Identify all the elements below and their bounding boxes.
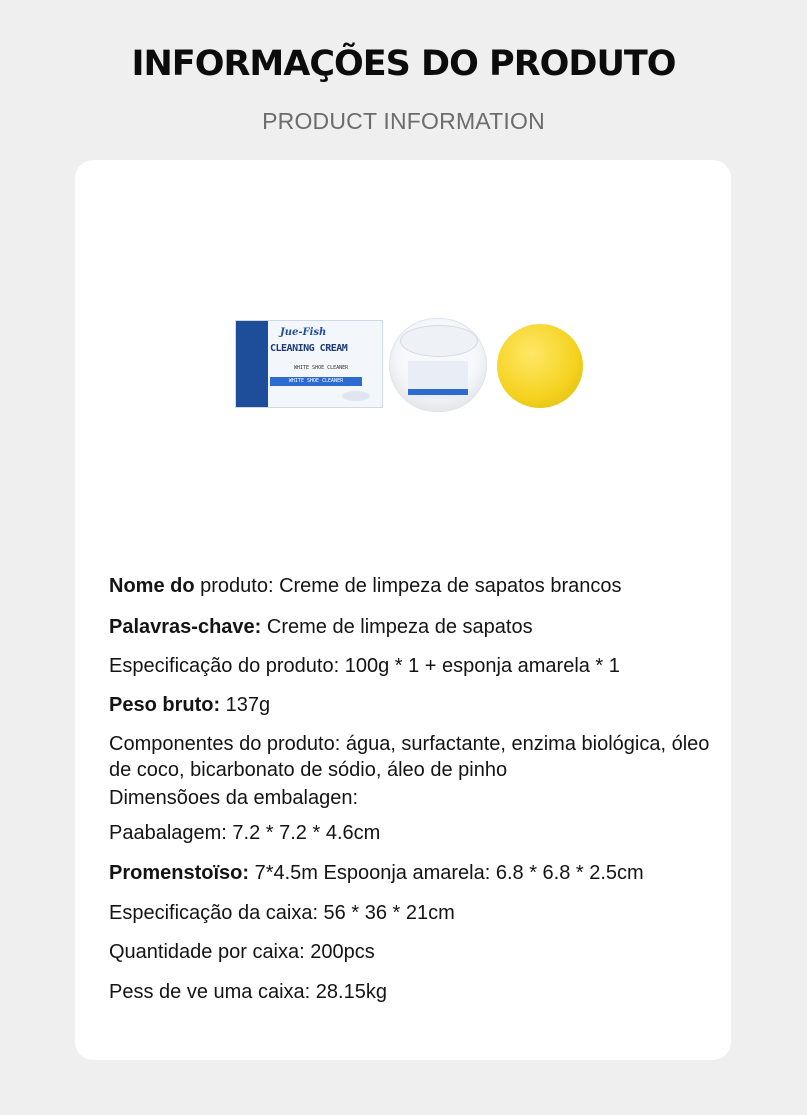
- product-box: [235, 320, 383, 408]
- box-brand-logo: Jue-Fish: [280, 327, 327, 338]
- info-text: Dimensõoes da embalagen:: [109, 787, 359, 809]
- box-tag: [342, 391, 370, 401]
- info-label: Peso bruto:: [109, 694, 221, 716]
- box-product-name: CLEANING CREAM: [270, 343, 348, 354]
- info-text: Quantidade por caixa: 200pcs: [109, 941, 375, 963]
- box-side-panel: [236, 321, 268, 407]
- box-subtitle: WHITE SHOE CLEANER: [294, 365, 349, 371]
- info-text: 7*4.5m Espoonja amarela: 6.8 * 6.8 * 2.5cm: [249, 862, 644, 884]
- info-text: Componentes do produto: água, surfactante, enzima biológica, óleo de coco, bicarbonato de sódio, áleo de pinho: [109, 733, 710, 781]
- info-line: [109, 731, 729, 783]
- info-line: [109, 859, 644, 887]
- info-label: Palavras-chave:: [109, 616, 262, 638]
- info-line: [109, 819, 380, 847]
- info-text: Especificação do produto: 100g * 1 + esponja amarela * 1: [109, 655, 620, 677]
- info-line: [109, 572, 621, 600]
- info-line: [109, 784, 358, 812]
- cream-jar: [389, 318, 487, 412]
- info-line: [109, 938, 375, 966]
- info-text: 137g: [220, 694, 271, 716]
- info-line: [109, 652, 620, 680]
- product-image: [235, 318, 585, 418]
- product-info-card: [75, 160, 731, 1060]
- info-line: [109, 899, 455, 927]
- info-text: Pess de ve uma caixa: 28.15kg: [109, 981, 387, 1003]
- page-subtitle: PRODUCT INFORMATION: [262, 108, 545, 134]
- info-label: Promenstoïso:: [109, 862, 250, 884]
- info-text: Creme de limpeza de sapatos: [261, 616, 533, 638]
- page-title: INFORMAÇÕES DO PRODUTO: [131, 44, 676, 84]
- info-text: Paabalagem: 7.2 * 7.2 * 4.6cm: [109, 822, 381, 844]
- info-line: [109, 691, 270, 719]
- info-text: Especificação da caixa: 56 * 36 * 21cm: [109, 902, 455, 924]
- box-band: WHITE SHOE CLEANER: [270, 377, 362, 386]
- jar-lid: [400, 325, 478, 357]
- jar-band: [408, 389, 468, 395]
- info-text: produto: Creme de limpeza de sapatos brancos: [194, 575, 622, 597]
- yellow-sponge: [497, 324, 583, 408]
- info-label: Nome do: [109, 575, 195, 597]
- info-line: [109, 978, 387, 1006]
- info-line: [109, 613, 533, 641]
